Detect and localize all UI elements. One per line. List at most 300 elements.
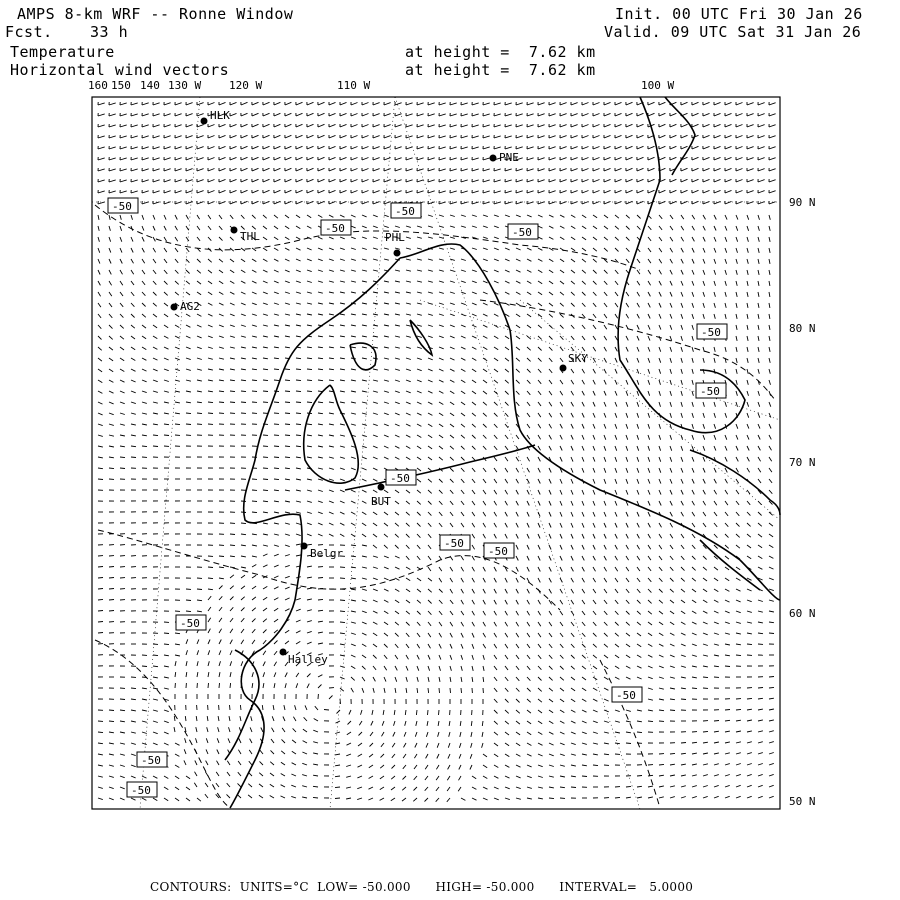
wind-vector [406,391,411,393]
wind-vector [318,292,323,293]
wind-vector [351,501,356,503]
wind-vector [461,281,466,283]
wind-vector [142,435,147,436]
wind-vector [769,180,776,182]
wind-vector [758,259,759,264]
wind-vector [164,655,169,656]
wind-vector [450,248,455,249]
wind-vector [725,479,728,483]
wind-vector [670,753,675,754]
wind-vector [153,158,160,160]
wind-vector [274,113,280,116]
wind-vector [351,147,358,150]
wind-vector [274,523,279,524]
wind-vector [351,226,356,228]
wind-vector [461,655,463,660]
wind-vector [604,655,608,658]
wind-vector [131,215,133,220]
wind-vector [725,146,732,149]
wind-vector [659,589,663,593]
wind-vector [472,402,476,405]
wind-vector [505,721,509,724]
wind-vector [538,191,545,193]
wind-vector [769,424,771,429]
wind-vector [351,545,356,546]
wind-vector [725,248,727,253]
wind-vector [670,237,673,241]
wind-vector [593,325,596,329]
wind-vector [428,369,433,371]
wind-vector [714,764,719,765]
wind-vector [302,752,307,754]
wind-vector [472,369,476,372]
wind-vector [769,753,774,755]
wind-vector [626,786,631,787]
wind-vector [461,303,466,305]
wind-vector [307,303,312,304]
wind-vector [460,721,461,726]
wind-vector [241,586,245,589]
wind-vector [747,556,751,559]
wind-vector [681,786,686,787]
wind-vector [747,512,750,516]
wind-vector [505,787,510,789]
wind-vector [560,776,565,777]
wind-vector [494,732,498,735]
wind-vector [406,512,410,515]
wind-vector [417,446,421,449]
wind-vector [164,125,171,127]
wind-vector [648,325,650,330]
wind-vector [593,578,596,582]
wind-vector [615,446,617,451]
wind-vector [538,169,545,171]
wind-vector [681,633,686,635]
wind-vector [714,179,721,182]
wind-vector [472,103,479,105]
wind-vector [483,314,488,316]
wind-vector [747,125,754,127]
wind-vector [417,435,421,438]
wind-vector [270,762,274,765]
wind-vector [692,179,699,182]
wind-vector [384,523,388,526]
wind-vector [692,325,694,330]
wind-vector [505,578,507,582]
wind-vector [373,391,378,392]
wind-vector [153,743,158,745]
wind-vector [516,369,520,372]
wind-vector [538,226,543,228]
wind-vector [340,292,345,293]
wind-vector [439,677,440,682]
wind-vector [175,147,182,149]
wind-vector [296,446,301,447]
wind-vector [604,721,609,723]
station-dot [560,365,567,372]
wind-vector [340,501,345,503]
wind-vector [626,248,629,252]
wind-vector [329,446,334,447]
wind-vector [329,534,334,536]
wind-vector [505,347,509,350]
wind-vector [461,103,468,105]
wind-vector [516,567,518,572]
wind-vector [335,754,340,755]
wind-vector [413,798,417,801]
wind-vector [395,677,397,682]
wind-vector [461,169,468,171]
wind-vector [494,600,496,604]
wind-vector [406,545,409,549]
lon-label-130: 130 W [168,79,202,92]
wind-vector [670,226,673,230]
wind-vector [582,600,585,604]
wind-vector [373,611,378,613]
wind-vector [120,103,127,105]
wind-vector [648,501,650,506]
wind-vector [252,672,253,677]
wind-vector [736,314,737,319]
wind-vector [604,523,606,528]
wind-vector [527,391,530,395]
wind-vector [604,754,609,755]
wind-vector [153,710,158,711]
wind-vector [142,710,147,711]
wind-vector [648,391,650,396]
wind-vector [549,336,553,340]
wind-vector [384,169,391,171]
wind-vector [197,589,202,590]
wind-vector [483,292,488,294]
wind-vector [560,125,567,127]
wind-vector [482,721,483,726]
wind-vector [769,191,776,193]
wind-vector [250,727,252,732]
wind-vector [406,501,410,504]
wind-vector [637,556,640,560]
wind-vector [626,523,628,528]
wind-vector [219,629,222,633]
wind-vector [747,796,752,798]
wind-vector [296,631,301,633]
wind-vector [109,169,116,171]
wind-vector [648,435,650,440]
wind-vector [648,237,651,241]
wind-vector [240,705,241,710]
wind-vector [593,655,597,658]
wind-vector [186,180,193,182]
wind-vector [571,666,575,669]
wind-vector [98,798,103,800]
wind-vector [357,787,362,789]
wind-vector [428,710,429,715]
wind-vector [347,732,351,735]
wind-vector [230,556,235,557]
wind-vector [296,157,303,160]
contour-label: -50 [616,689,636,702]
wind-vector [450,589,453,593]
wind-vector [692,786,697,787]
wind-vector [769,325,770,330]
wind-vector [252,281,257,283]
wind-vector [560,600,563,604]
wind-vector [692,237,694,241]
wind-vector [604,688,608,690]
wind-vector [527,380,530,384]
wind-vector [142,270,145,274]
wind-vector [681,314,683,319]
wind-vector [164,259,167,263]
wind-vector [362,158,369,161]
wind-vector [494,169,501,171]
wind-vector [505,655,508,659]
wind-vector [681,578,685,581]
wind-vector [307,479,312,480]
wind-vector [571,292,575,295]
wind-vector [384,688,385,693]
wind-vector [307,113,314,116]
wind-vector [131,270,134,274]
wind-vector [362,446,367,448]
wind-vector [313,742,318,743]
contour-line [98,530,560,610]
wind-vector [208,215,211,219]
wind-vector [313,786,318,787]
wind-vector [98,754,103,755]
wind-vector [109,710,114,711]
wind-vector [186,402,191,403]
wind-vector [505,534,507,538]
wind-vector [395,446,399,448]
wind-vector [505,633,508,637]
wind-vector [604,292,607,296]
wind-vector [164,732,169,734]
wind-vector [615,457,617,462]
wind-vector [428,633,431,637]
wind-vector [461,446,465,449]
wind-vector [626,358,628,363]
wind-vector [337,710,341,714]
wind-vector [483,655,484,660]
wind-vector [626,391,628,396]
wind-vector [358,743,362,746]
wind-vector [549,424,552,428]
wind-vector [538,303,542,306]
wind-vector [758,114,765,116]
wind-vector [483,237,488,239]
wind-vector [549,215,554,217]
wind-vector [252,629,255,633]
wind-vector [527,457,530,461]
wind-vector [142,180,149,182]
wind-vector [218,727,219,732]
wind-vector [582,523,584,528]
wind-vector [164,347,169,349]
wind-vector [681,391,682,396]
wind-vector [439,479,443,483]
wind-vector [461,180,468,182]
wind-vector [384,666,387,670]
wind-vector [505,380,509,383]
wind-vector [758,413,760,418]
wind-vector [571,380,574,384]
wind-vector [395,655,398,659]
wind-vector [703,237,705,242]
wind-vector [758,446,760,450]
wind-vector [516,325,520,328]
wind-vector [362,303,367,304]
wind-vector [538,237,543,239]
wind-vector [351,523,355,526]
wind-vector [340,666,345,667]
wind-vector [483,303,488,305]
wind-vector [335,732,340,734]
wind-vector [593,292,596,296]
wind-vector [303,741,307,743]
wind-vector [593,457,595,462]
wind-vector [164,336,168,338]
wind-vector [769,709,774,710]
wind-vector [758,523,762,526]
wind-vector [593,600,596,604]
wind-vector [714,666,719,667]
wind-vector [747,523,751,526]
wind-vector [296,457,301,458]
lat-label-90: 90 N [789,196,816,209]
wind-vector [395,369,400,370]
wind-vector [769,336,770,341]
wind-vector [637,666,642,668]
wind-vector [593,490,595,495]
wind-vector [747,600,752,602]
wind-vector [604,179,611,182]
wind-vector [120,435,125,436]
wind-vector [362,270,367,271]
wind-vector [263,215,267,218]
wind-vector [109,226,110,231]
wind-vector [406,136,413,138]
wind-vector [527,158,534,160]
wind-vector [725,523,728,527]
station-label: BUT [371,495,391,508]
wind-vector [670,534,673,538]
wind-vector [98,765,103,766]
wind-vector [670,490,672,495]
wind-vector [560,787,565,788]
wind-vector [186,215,189,219]
wind-vector [769,534,773,537]
wind-vector [263,135,270,138]
wind-vector [505,103,512,105]
wind-vector [329,248,334,250]
wind-vector [175,672,176,677]
wind-vector [505,391,509,395]
wind-vector [283,717,285,722]
wind-vector [340,402,345,403]
wind-vector [252,259,256,262]
wind-vector [604,622,607,626]
wind-vector [296,248,301,250]
wind-vector [428,259,433,260]
wind-vector [450,501,453,505]
wind-vector [296,641,300,644]
wind-vector [417,633,420,637]
wind-vector [681,501,683,505]
wind-vector [483,490,486,494]
wind-vector [582,114,589,117]
wind-vector [164,369,169,371]
wind-vector [692,281,694,286]
wind-vector [714,303,715,308]
wind-vector [329,179,336,182]
wind-vector [241,391,246,392]
wind-vector [516,589,518,593]
wind-vector [549,358,552,362]
wind-vector [549,369,552,373]
wind-vector [285,576,290,578]
wind-vector [271,750,275,754]
wind-vector [417,655,419,659]
wind-vector [703,190,710,193]
wind-vector [384,655,387,659]
wind-vector [571,103,578,105]
wind-vector [516,103,523,105]
wind-vector [197,336,202,338]
wind-vector [274,554,279,556]
wind-vector [471,732,472,737]
wind-vector [516,358,520,361]
wind-vector [175,237,178,241]
wind-vector [219,567,224,568]
wind-vector [615,512,617,517]
wind-vector [758,391,760,396]
wind-vector [703,786,708,788]
wind-vector [217,750,219,755]
wind-vector [153,358,158,360]
wind-vector [703,523,706,527]
wind-vector [637,578,640,582]
wind-vector [483,136,490,138]
wind-vector [194,783,197,787]
wind-vector [416,710,417,715]
wind-vector [560,490,562,495]
wind-vector [703,775,708,776]
wind-vector [448,754,450,759]
wind-vector [758,248,759,253]
wind-vector [494,202,501,204]
wind-vector [571,776,576,777]
wind-vector [560,226,564,228]
wind-vector [593,281,597,285]
wind-vector [142,248,144,252]
wind-vector [461,114,468,116]
wind-vector [703,479,705,484]
wind-vector [252,391,257,392]
wind-vector [439,358,444,360]
wind-vector [460,732,461,737]
wind-vector [362,147,369,150]
wind-vector [461,798,465,800]
wind-vector [351,468,356,470]
wind-vector [351,655,356,657]
wind-vector [527,732,531,735]
wind-vector [571,248,575,251]
wind-vector [615,325,618,329]
wind-vector [571,259,575,262]
wind-vector [404,732,406,737]
wind-vector [659,775,664,776]
